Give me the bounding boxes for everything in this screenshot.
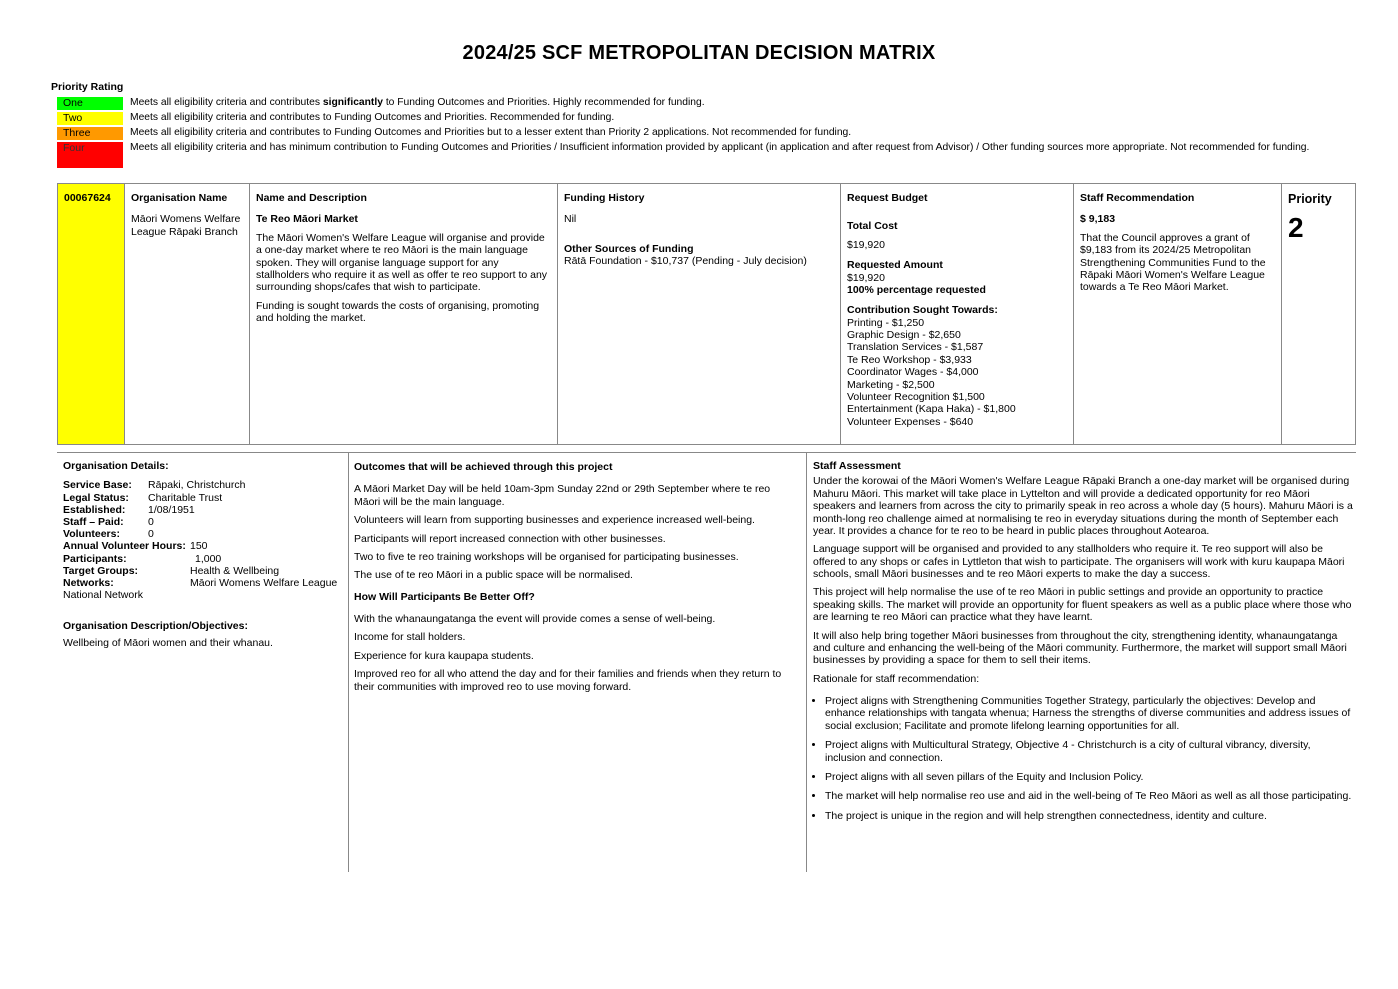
outcome-item: Two to five te reo training workshops will be organised for participating businesses. <box>354 550 739 563</box>
assessment-paragraph: Rationale for staff recommendation: <box>813 672 980 685</box>
better-off-item: Improved reo for all who attend the day and for their families and friends when they return to their communities with improved reo to use moving forward. <box>354 668 782 693</box>
better-off-item: Income for stall holders. <box>354 631 466 644</box>
contribution-list <box>847 317 1067 428</box>
rationale-item: • The project is unique in the region and will help strengthen connectedness, identity and culture. <box>825 810 1353 822</box>
contribution-item: Marketing - $2,500 <box>847 378 935 391</box>
history-header: Funding History <box>564 192 645 204</box>
contribution-item: Volunteer Expenses - $640 <box>847 415 974 428</box>
detail-legal-status: Legal Status: Charitable Trust <box>63 491 223 504</box>
page-title: 2024/25 SCF METROPOLITAN DECISION MATRIX <box>462 42 936 64</box>
legend-swatch-three: Three <box>57 127 123 140</box>
application-table <box>57 183 1356 445</box>
project-name: Te Reo Māori Market <box>256 213 358 226</box>
contribution-item: Printing - $1,250 <box>847 316 925 329</box>
section-divider <box>57 452 1356 453</box>
rationale-item: • Project aligns with Strengthening Communities Together Strategy, particularly the objectives: Develop and enhance relationships with tangata whenua; Harness the strengths of diverse communities and address issues of social exclusion; Facilitate and promote lifelong learning opportunities for all. <box>825 695 1353 732</box>
contribution-item: Coordinator Wages - $4,000 <box>847 366 979 379</box>
percentage-requested: 100% percentage requested <box>847 283 986 296</box>
detail-volunteer-hours: Annual Volunteer Hours: 150 <box>63 540 208 553</box>
staff-recommendation-cell <box>1074 184 1282 444</box>
request-budget-cell <box>841 184 1074 444</box>
priority-cell <box>1282 184 1355 444</box>
organisation-cell <box>125 184 250 444</box>
detail-volunteers: Volunteers: 0 <box>63 528 154 541</box>
rationale-list <box>813 695 1353 822</box>
detail-target-groups: Target Groups: Health & Wellbeing <box>63 564 280 577</box>
legend-swatch-two: Two <box>57 112 123 125</box>
rationale-item: • Project aligns with all seven pillars of the Equity and Inclusion Policy. <box>825 771 1353 783</box>
other-sources-header: Other Sources of Funding <box>564 242 694 255</box>
desc-paragraph-2: Funding is sought towards the costs of organising, promoting and holding the market. <box>256 299 540 324</box>
staff-assessment-section <box>813 460 1353 829</box>
description-cell <box>250 184 558 444</box>
requested-amount-value: $19,920 <box>847 271 885 284</box>
desc-header: Name and Description <box>256 192 367 204</box>
contribution-item: Translation Services - $1,587 <box>847 341 984 354</box>
application-id-cell <box>58 184 125 444</box>
contribution-header: Contribution Sought Towards: <box>847 304 998 317</box>
priority-value: 2 <box>1288 211 1304 243</box>
detail-staff-paid: Staff – Paid: 0 <box>63 515 154 528</box>
column-divider-1 <box>348 453 349 872</box>
legend-row-two <box>57 112 1317 125</box>
contribution-item: Graphic Design - $2,650 <box>847 329 961 341</box>
better-off-item: Experience for kura kaupapa students. <box>354 649 534 662</box>
contribution-item: Te Reo Workshop - $3,933 <box>847 353 972 366</box>
staff-rec-amount: $ 9,183 <box>1080 213 1116 226</box>
legend-row-four <box>57 142 1317 168</box>
staff-rec-text: That the Council approves a grant of $9,183 from its 2024/25 Metropolitan Strengthening Communities Fund to the Rāpaki Māori Women's Welfare League towards a Te Reo Māori Market. <box>1080 231 1266 294</box>
rationale-item: • The market will help normalise reo use and aid in the well-being of Te Reo Māori as well as all those participating. <box>825 790 1353 802</box>
column-divider-2 <box>806 453 807 872</box>
rationale-item: • Project aligns with Multicultural Strategy, Objective 4 - Christchurch is a city of cultural vibrancy, diversity, inclusion and connection. <box>825 739 1353 764</box>
total-cost-label: Total Cost <box>847 220 898 233</box>
objectives-heading: Organisation Description/Objectives: <box>63 620 248 633</box>
legend-text-three: Meets all eligibility criteria and contributes to Funding Outcomes and Priorities but to a lesser extent than Priority 2 applications. Not recommended for funding. <box>130 127 852 138</box>
priority-legend <box>57 97 1317 170</box>
detail-networks-cont: National Network <box>63 589 143 602</box>
legend-swatch-four: Four <box>57 142 123 168</box>
outcome-item: A Māori Market Day will be held 10am-3pm Sunday 22nd or 29th September where te reo Māori will be the main language. <box>354 483 771 508</box>
detail-established: Established: 1/08/1951 <box>63 503 195 516</box>
other-sources-value: Rātā Foundation - $10,737 (Pending - July decision) <box>564 255 807 268</box>
legend-row-one <box>57 97 1317 110</box>
contribution-item: Volunteer Recognition $1,500 <box>847 390 985 403</box>
priority-header: Priority <box>1288 192 1332 206</box>
assessment-paragraph: It will also help bring together Māori businesses from throughout the city, strengthening identity, whanaungatanga and culture and enhancing the well-being of the Māori community. Furthermore, the market will support small Māori businesses by providing a space for them to sell their items. <box>813 629 1347 667</box>
outcome-item: Participants will report increased connection with other businesses. <box>354 532 666 545</box>
desc-paragraph-1: The Māori Women's Welfare League will organise and provide a one-day market where te reo Māori is the main language spoken. They will organise language support for any stallholders who require it as well as offer te reo support to any surrounding shops/cafes that wish to participate. <box>256 231 548 294</box>
total-cost-value: $19,920 <box>847 238 885 251</box>
assessment-paragraph: Under the korowai of the Māori Women's Welfare League Rāpaki Branch a one-day market will be organised during Mahuru Māori. This market will take place in Lyttelton and will provide a dedicated opportunity for reo Māori speakers and learners from across the city to primarily speak in reo across a whole day (5 hours). Mahuru Māori is a month-long reo challenge aimed at normalising te reo in everyday situations during the month of September each year. It provides a chance for te reo to be heard in public places throughout Aotearoa. <box>813 475 1353 537</box>
outcomes-heading: Outcomes that will be achieved through this project <box>354 461 613 473</box>
outcome-item: Volunteers will learn from supporting businesses and experience increased well-being. <box>354 514 755 527</box>
application-id: 00067624 <box>64 192 111 204</box>
detail-participants: Participants: 1,000 <box>63 552 222 565</box>
staff-assessment-heading: Staff Assessment <box>813 460 901 472</box>
assessment-paragraph: Language support will be organised and provided to any stallholders who require it. Te reo support will also be offered to any shops or cafes in Lyttleton that wish to participate. The organisers will work with kuru kaupapa Māori schools, small Māori businesses and te reo Māori experts to make the day a success. <box>813 543 1345 580</box>
org-name: Māori Womens Welfare League Rāpaki Branch <box>131 213 241 238</box>
legend-text-one: Meets all eligibility criteria and contributes significantly to Funding Outcomes and Priorities. Highly recommended for funding. <box>130 97 705 108</box>
detail-service-base: Service Base: Rāpaki, Christchurch <box>63 479 246 492</box>
legend-text-two: Meets all eligibility criteria and contributes to Funding Outcomes and Priorities. Recommended for funding. <box>130 112 615 123</box>
legend-text-four: Meets all eligibility criteria and has minimum contribution to Funding Outcomes and Priorities / Insufficient information provided by applicant (in application and after request from Advisor) / Other funding sources more appropriate. Not recommended for funding. <box>130 142 1310 153</box>
organisation-details <box>63 460 343 649</box>
objectives-text: Wellbeing of Māori women and their whanau. <box>63 636 273 649</box>
better-off-item: With the whanaungatanga the event will provide comes a sense of well-being. <box>354 613 716 625</box>
budget-header: Request Budget <box>847 192 928 204</box>
priority-rating-heading: Priority Rating <box>51 81 124 93</box>
legend-swatch-one: One <box>57 97 123 110</box>
assessment-paragraph: This project will help normalise the use of te reo Māori in public settings and provide an opportunity to practice speaking skills. The market will provide an opportunity for fluent speakers as well as a public place where those who are learning te reo Māori can practice what they have learnt. <box>813 586 1352 624</box>
better-off-heading: How Will Participants Be Better Off? <box>354 590 535 603</box>
requested-amount-label: Requested Amount <box>847 259 943 272</box>
history-value: Nil <box>564 213 577 226</box>
outcomes-section <box>354 461 794 699</box>
detail-networks: Networks: Māori Womens Welfare League <box>63 577 338 589</box>
org-details-heading: Organisation Details: <box>63 460 169 472</box>
outcome-item: The use of te reo Māori in a public space will be normalised. <box>354 569 633 582</box>
org-name-header: Organisation Name <box>131 192 228 204</box>
funding-history-cell <box>558 184 841 444</box>
staff-rec-header: Staff Recommendation <box>1080 192 1195 204</box>
contribution-item: Entertainment (Kapa Haka) - $1,800 <box>847 403 1016 416</box>
legend-row-three <box>57 127 1317 140</box>
